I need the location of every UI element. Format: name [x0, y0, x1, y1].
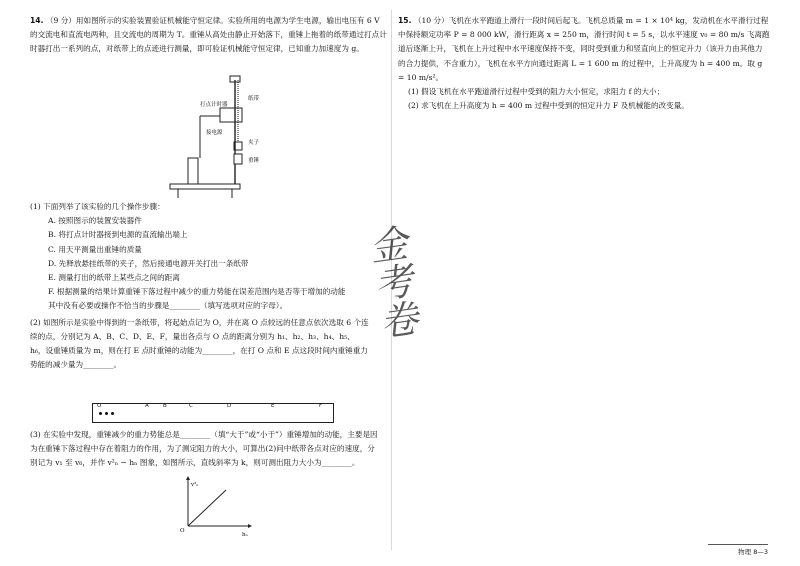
q14-option-b: B. 将打点计时器接到电源的直流输出端上 — [48, 230, 188, 240]
graph-x-label: hₙ — [242, 532, 248, 538]
q14-part2: (2) 如图所示是实验中得到的一条纸带，将起始点记为 O，并在离 O 点较远的任意点依次选取 6 个连续的点，分别记为 A、B、C、D、E、F，量出各点与 O 点的距离分别为 h₁、h₂、h₃、h₄、h₅、h₆，设重锤质量为 m，则在打 E 点时重锤的动能为________，在打 O 点和 E 点这段时间内重锤重力势能的减少量为________。 — [30, 317, 369, 370]
q14-part1-intro: (1) 下面列举了该实验的几个操作步骤： — [30, 202, 165, 211]
q14-option-f: F. 根据测量的结果计算重锤下落过程中减少的重力势能在误差范围内是否等于增加的动能 — [48, 287, 346, 297]
q15-part1: (1) 假设飞机在水平跑道滑行过程中受到的阻力大小恒定，求阻力 f 的大小； — [408, 87, 665, 97]
tape-label-e: E — [271, 403, 275, 409]
q14-option-d: D. 先释放悬挂纸带的夹子，然后接通电源开关打出一条纸带 — [48, 258, 249, 268]
apparatus-figure — [160, 72, 280, 200]
q14-option-a: A. 按照图示的装置安装器件 — [48, 216, 142, 226]
q14-number: 14. — [30, 16, 44, 25]
q14-option-c: C. 用天平测量出重锤的质量 — [48, 244, 142, 254]
question-14 — [30, 14, 388, 57]
watermark-text: 金考卷 — [360, 222, 420, 342]
graph-origin: O — [180, 528, 185, 534]
q15-number: 15. — [398, 16, 412, 25]
tape-label-o: O — [97, 403, 102, 409]
tape-label-f: F — [319, 403, 323, 409]
v2-h-graph — [176, 474, 256, 538]
paper-tape-figure — [92, 403, 334, 423]
tape-label-c: C — [189, 403, 193, 409]
tape-dot — [99, 412, 102, 415]
q14-stem — [30, 14, 388, 57]
question-15 — [398, 14, 770, 113]
q14-part1 — [30, 200, 388, 372]
label-tape: 纸带 — [248, 96, 260, 102]
label-clip: 夹子 — [248, 140, 260, 146]
q15-part2: (2) 求飞机在上升高度为 h = 400 m 过程中受到的恒定升力 F 及机械能的改变量。 — [408, 101, 689, 111]
tape-label-a: A — [145, 403, 149, 409]
page-footer: 物理 8—3 — [708, 544, 768, 556]
label-power: 接电源 — [206, 130, 223, 136]
q15-stem-text: （10 分）飞机在水平跑道上滑行一段时间后起飞。飞机总质量 m = 1 × 10⁴ kg，发动机在水平滑行过程中保持额定功率 P = 8 000 kW，滑行距离 x = 250 m，滑行时间 t = 5 s，以水平速度 v₀ = 80 m/s 飞离跑道后逐渐上升，飞机在上升过程中水平速度保持不变，同时受到重力和竖直向上的恒定升力（该升力由其他力的合力提供，不含重力），飞机在水平方向通过距离 L = 1 600 m 的过程中，上升高度为 h = 400 m。取 g = 10 m/s²。 — [398, 16, 770, 82]
graph-y-label: v²ₙ — [191, 482, 199, 488]
q14-stem-text: （9 分）用如图所示的实验装置验证机械能守恒定律。实验所用的电源为学生电源，输出电压有 6 V 的交流电和直流电两种，且交流电的周期为 T。重锤从高处由静止开始落下，重锤上拖着的纸带通过打点计时器打出一系列的点，对纸带上的点迹进行测量，即可验证机械能守恒定律，已知重力加速度为 g。 — [30, 16, 387, 54]
tape-label-d: D — [227, 403, 232, 409]
q14-option-e: E. 测量打出的纸带上某些点之间的距离 — [48, 273, 180, 283]
q14-part1-tail: 其中没有必要或操作不恰当的步骤是________（填写选项对应的字母）。 — [48, 301, 288, 311]
tape-dot — [105, 412, 108, 415]
q14-part3-block — [30, 428, 388, 471]
label-timer: 打点计时器 — [200, 102, 228, 108]
label-weight: 重锤 — [248, 158, 260, 164]
tape-label-b: B — [163, 403, 167, 409]
q15-stem — [398, 14, 770, 85]
tape-dot — [111, 412, 114, 415]
q14-part3: (3) 在实验中发现，重锤减少的重力势能总是________（填“大于”或“小于”）重锤增加的动能，主要是因为在重锤下落过程中存在着阻力的作用，为了测定阻力的大小，可算出(2)问中纸带各点对应的速度，分别记为 v₁ 至 v₆，并作 v²ₙ − hₙ 图象，如图所示，直线斜率为 k，则可测出阻力大小为________。 — [30, 430, 378, 468]
